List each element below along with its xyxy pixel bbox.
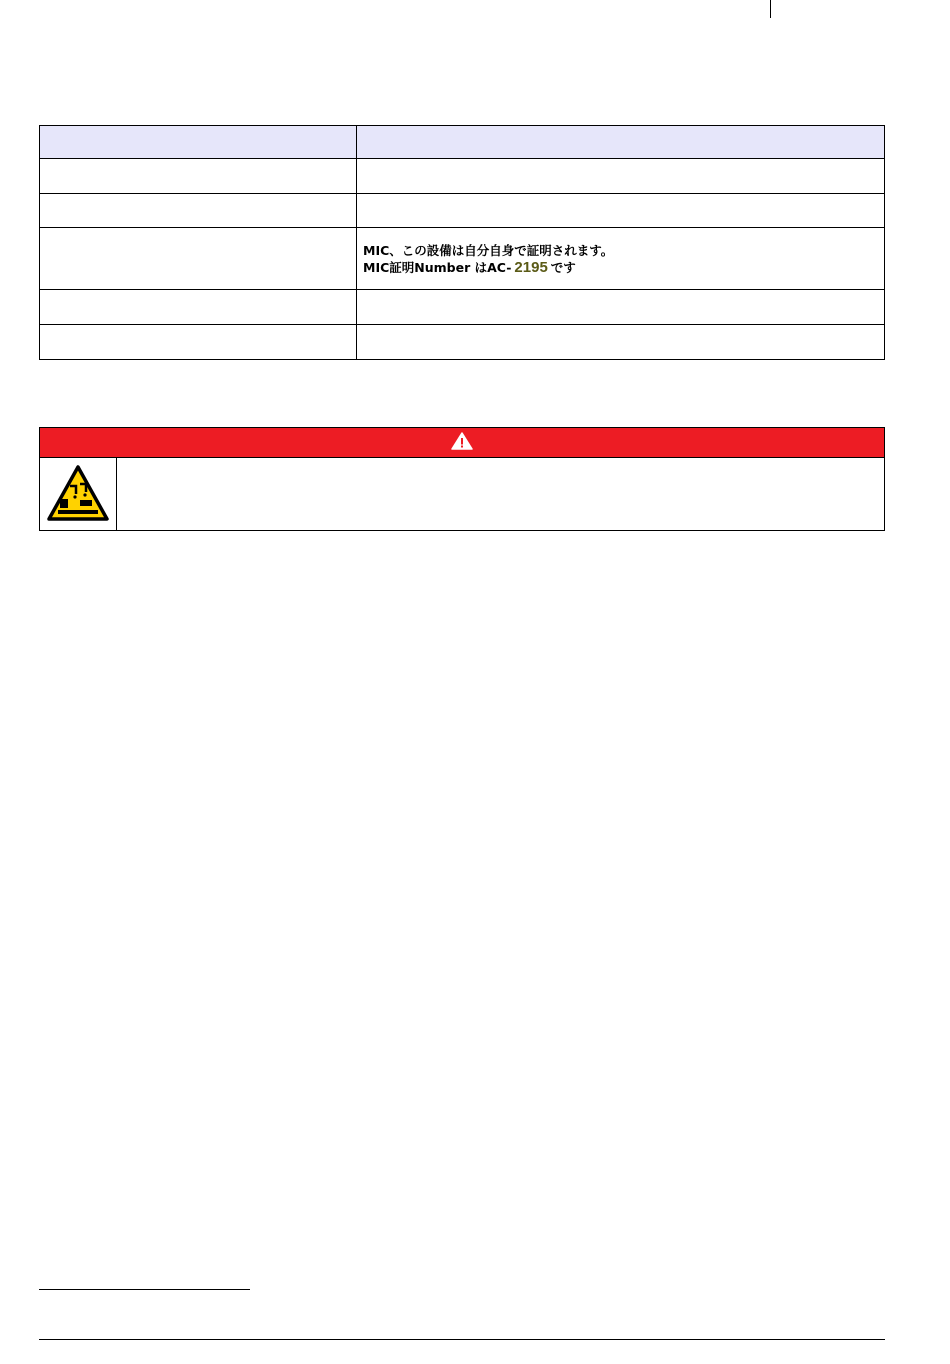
row-value bbox=[357, 194, 885, 228]
mic-number-line bbox=[363, 259, 878, 276]
mic-statement: MIC、この設備は自分自身で証明されます。 bbox=[363, 242, 614, 258]
table-header-cell bbox=[40, 126, 357, 159]
table-row bbox=[40, 194, 885, 228]
danger-header-bar bbox=[40, 428, 884, 458]
danger-text bbox=[117, 458, 884, 531]
row-label bbox=[40, 228, 357, 290]
warning-exclamation-icon bbox=[451, 432, 473, 454]
danger-notice bbox=[39, 427, 885, 531]
mic-number-prefix: MIC証明Number はAC- bbox=[363, 259, 512, 275]
table-row-mic bbox=[40, 228, 885, 290]
row-value bbox=[357, 325, 885, 360]
table-row bbox=[40, 325, 885, 360]
table-header-cell bbox=[357, 126, 885, 159]
row-value bbox=[357, 290, 885, 325]
table-row bbox=[40, 159, 885, 194]
table-row bbox=[40, 290, 885, 325]
page-footer-rule bbox=[39, 1339, 885, 1340]
top-margin-rule bbox=[770, 0, 771, 18]
mic-certification-cell bbox=[357, 228, 885, 290]
certification-table bbox=[39, 125, 885, 360]
corrosive-substance-icon bbox=[46, 464, 110, 526]
row-label bbox=[40, 159, 357, 194]
row-label bbox=[40, 290, 357, 325]
hazard-icon-cell bbox=[40, 458, 117, 531]
row-label bbox=[40, 194, 357, 228]
row-value bbox=[357, 159, 885, 194]
table-header-row bbox=[40, 126, 885, 159]
mic-certification-number: 2195 bbox=[514, 258, 548, 276]
footnote-separator bbox=[39, 1289, 250, 1290]
mic-number-suffix: です bbox=[550, 259, 576, 275]
row-label bbox=[40, 325, 357, 360]
